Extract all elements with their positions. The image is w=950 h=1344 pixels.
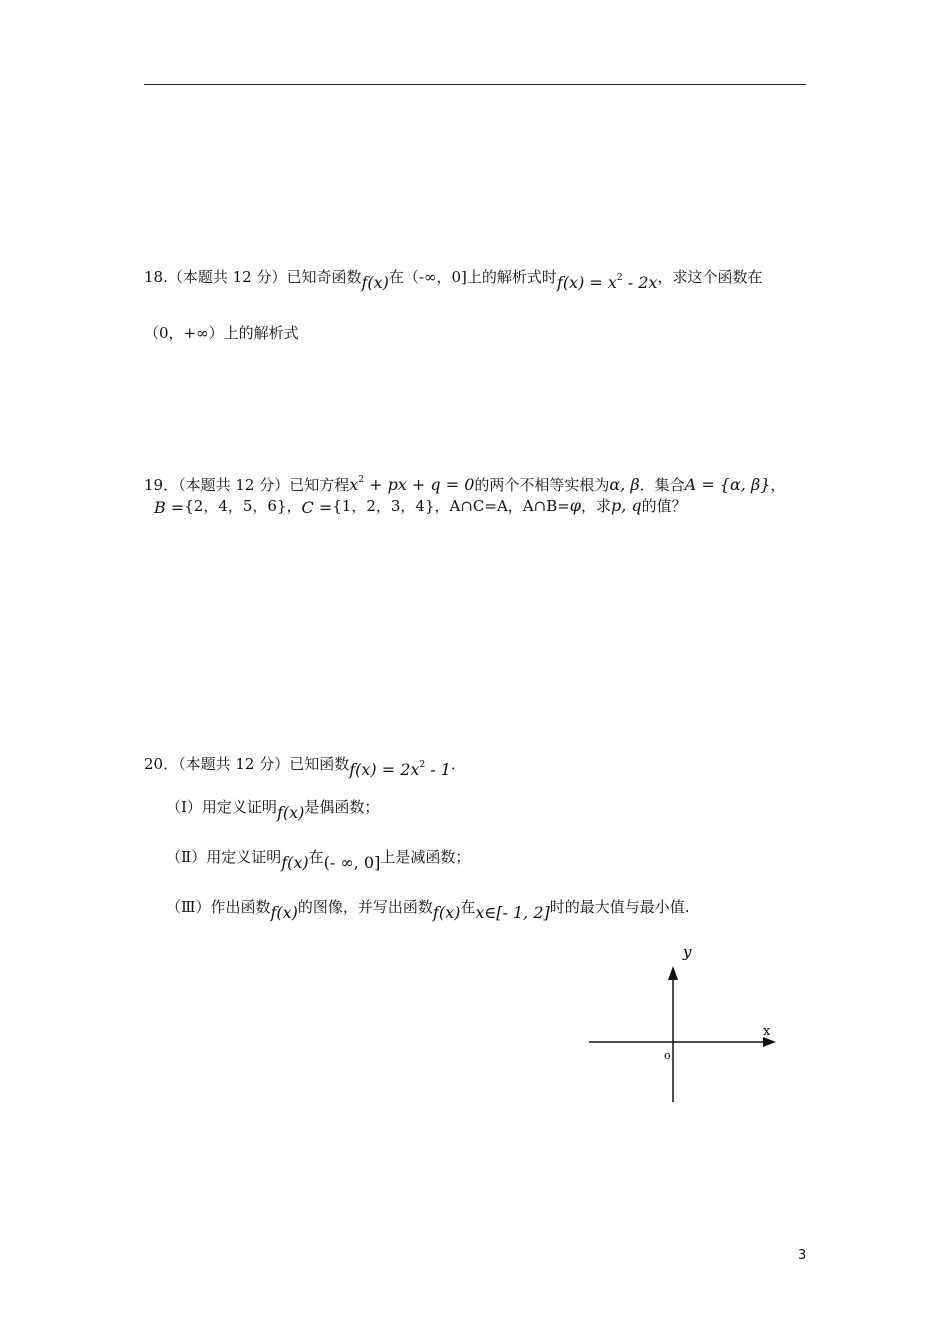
q20-label: 20．（本题共 12 分）已知函数 [144, 755, 350, 773]
q18-line1 [144, 262, 763, 292]
q20-interval: (- ∞, 0] [323, 853, 381, 872]
q19-set-c: {1，2，3，4}，A∩C=A，A∩B= [332, 497, 570, 515]
q18-label: 18.（本题共 12 分）已知奇函数 [144, 268, 362, 286]
q20-function: $f(x) = 2x^2 - 1$ [349, 760, 451, 779]
q19-unknowns: p, q [611, 496, 642, 515]
x-axis-label: x [763, 1024, 771, 1039]
page-number: 3 [798, 1248, 807, 1263]
q18-domain-text: 在（-∞，0]上的解析式时 [388, 268, 557, 286]
q18-fx: f(x) [361, 273, 389, 292]
q18-tail: ，求这个函数在 [657, 268, 763, 286]
y-axis-arrow [668, 966, 678, 980]
q19-line1: 19．（本题共 12 分）已知方程$x^2$ + px + q = 0的两个不相等实根为α, β．集合A = {α, β}， [144, 475, 786, 494]
header-rule [144, 84, 806, 85]
q19-set-b-label: B = [154, 498, 185, 517]
q18-line2: （0，+∞）上的解析式 [144, 324, 299, 342]
q20-domain: x∈[- 1, 2] [475, 903, 550, 922]
q19-line2: B ={2，4，5，6}，C ={1，2，3，4}，A∩C=A，A∩B=φ，求p, q的值？ [154, 496, 687, 517]
q19-set-b: {2，4，5，6}， [184, 497, 302, 515]
q19-set-a: A = {α, β} [684, 475, 771, 494]
q20-part2: （Ⅱ）用定义证明f(x)在(- ∞, 0]上是减函数； [166, 848, 471, 872]
q18-formula: $f(x) = x^2 - 2x$ [556, 273, 658, 292]
coordinate-axes [580, 938, 790, 1110]
q19-label: 19．（本题共 12 分）已知方程 [144, 476, 350, 494]
q20-line1: 20．（本题共 12 分）已知函数$f(x) = 2x^2 - 1$． [144, 755, 466, 779]
origin-label: o [664, 1049, 671, 1062]
q19-empty-set: φ [569, 496, 581, 515]
q19-equation: $x^2$ + px + q = 0 [349, 475, 475, 494]
q20-part3: （Ⅲ）作出函数f(x)的图像，并写出函数f(x)在x∈[- 1, 2]时的最大值与最小值. [166, 898, 690, 922]
q20-part1: （Ⅰ）用定义证明f(x)是偶函数； [166, 798, 380, 822]
q19-roots: α, β [609, 475, 640, 494]
y-axis-label: y [683, 943, 692, 961]
q19-set-c-label: C = [301, 498, 333, 517]
